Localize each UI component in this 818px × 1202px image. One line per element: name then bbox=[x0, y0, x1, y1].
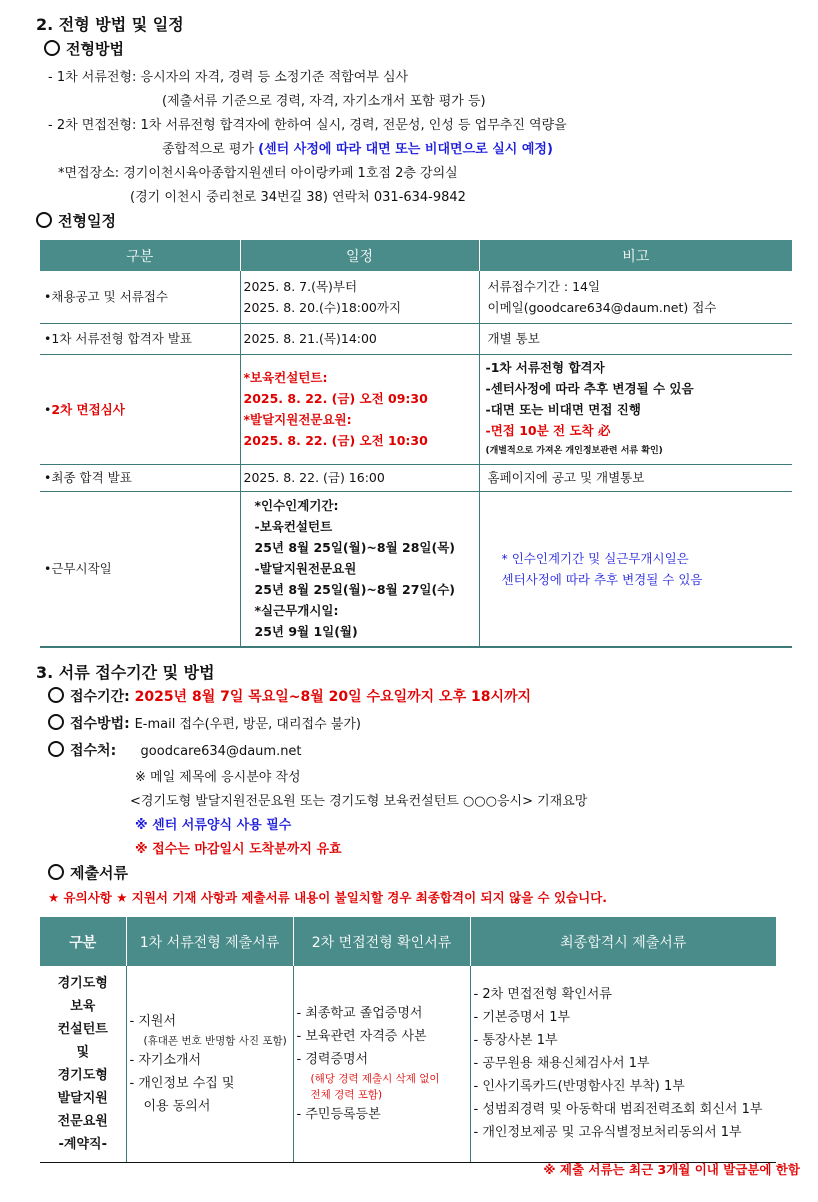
category-line: 경기도형 bbox=[57, 975, 108, 991]
row-category: •채용공고 및 서류접수 bbox=[40, 271, 240, 323]
position-category bbox=[40, 966, 126, 1162]
remark-text: * 인수인계기간 및 실근무개시일은 bbox=[501, 550, 689, 566]
method-label: 접수방법 bbox=[70, 716, 125, 732]
doc-note: (해당 경력 제출시 삭제 없이 bbox=[310, 1072, 440, 1085]
table-row bbox=[40, 354, 792, 464]
docs-heading-text: 제출서류 bbox=[70, 864, 128, 882]
remark-note: (개별적으로 가져온 개인정보관련 서류 확인) bbox=[485, 445, 663, 456]
doc-item: - 주민등록등본 bbox=[296, 1106, 381, 1122]
remark-text: -센터사정에 따라 추후 변경될 수 있음 bbox=[485, 380, 694, 396]
row-schedule: 2025. 8. 22. (금) 16:00 bbox=[240, 464, 479, 491]
remark-text: -1차 서류전형 합격자 bbox=[485, 359, 605, 375]
schedule-text: 2025. 8. 20.(수)18:00까지 bbox=[243, 299, 402, 315]
schedule-text: *발달지원전문요원: bbox=[243, 412, 352, 427]
mail-note-3: ※ 센터 서류양식 사용 필수 bbox=[135, 818, 292, 833]
address-label: 접수처 bbox=[70, 743, 111, 759]
schedule-text: *인수인계기간: bbox=[254, 498, 339, 514]
doc-item: - 개인정보제공 및 고유식별정보처리동의서 1부 bbox=[473, 1125, 742, 1141]
first-round-docs bbox=[126, 966, 293, 1162]
address-line: 접수처: goodcare634@daum.net bbox=[48, 740, 302, 760]
interview-address: (경기 이천시 중리천로 34번길 38) 연락처 031-634-9842 bbox=[130, 190, 466, 205]
row-category: •최종 합격 발표 bbox=[40, 464, 240, 491]
schedule-text: 2025. 8. 7.(목)부터 bbox=[243, 278, 358, 294]
row-remarks: 개별 통보 bbox=[479, 323, 792, 354]
schedule-header-row bbox=[40, 240, 792, 271]
method-heading-text: 전형방법 bbox=[66, 40, 124, 58]
table-row bbox=[40, 491, 792, 647]
schedule-text: 25년 8월 25일(월)~8월 27일(수) bbox=[254, 582, 455, 598]
remark-text: -면접 10분 전 도착 必 bbox=[485, 422, 611, 438]
row-category bbox=[40, 354, 240, 464]
doc-item: - 지원서 bbox=[129, 1013, 176, 1029]
method-value: E-mail 접수(우편, 방문, 대리접수 불가) bbox=[134, 717, 361, 732]
method-line-4 bbox=[162, 138, 553, 157]
doc-item: - 자기소개서 bbox=[129, 1052, 202, 1068]
row-remarks bbox=[479, 491, 792, 647]
doc-item: - 보육관련 자격증 사본 bbox=[296, 1028, 427, 1044]
method-line-1: - 1차 서류전형: 응시자의 자격, 경력 등 소정기준 적합여부 심사 bbox=[48, 70, 409, 85]
doc-item: - 성범죄경력 및 아동학대 범죄전력조회 회신서 1부 bbox=[473, 1102, 763, 1118]
doc-item: - 공무원용 채용신체검사서 1부 bbox=[473, 1056, 650, 1072]
method-line-4-text: 종합적으로 평가 bbox=[162, 142, 259, 157]
documents-header-row bbox=[40, 917, 776, 966]
table-row bbox=[40, 271, 792, 323]
schedule-heading-text: 전형일정 bbox=[58, 212, 116, 230]
doc-item: - 인사기록카드(반명함사진 부착) 1부 bbox=[473, 1079, 685, 1095]
header-first-round: 1차 서류전형 제출서류 bbox=[126, 917, 293, 966]
footnote: ※ 제출 서류는 최근 3개월 이내 발급분에 한함 bbox=[543, 1162, 800, 1177]
circle-bullet-icon bbox=[44, 40, 60, 56]
schedule-text: 25년 8월 25일(월)~8월 28일(목) bbox=[254, 540, 455, 556]
doc-item: - 기본증명서 1부 bbox=[473, 1010, 571, 1026]
second-round-docs bbox=[293, 966, 470, 1162]
remark-text: 이메일(goodcare634@daum.net) 접수 bbox=[487, 299, 717, 315]
remark-text: 서류접수기간 : 14일 bbox=[487, 278, 601, 294]
header-category: 구분 bbox=[40, 240, 240, 271]
schedule-text: *보육컨설턴트: bbox=[243, 370, 328, 385]
row-remarks: 홈페이지에 공고 및 개별통보 bbox=[479, 464, 792, 491]
circle-bullet-icon bbox=[48, 714, 64, 730]
interview-label: 2차 면접심사 bbox=[51, 401, 125, 417]
doc-item: 이용 동의서 bbox=[143, 1098, 211, 1114]
section-2-title: 2. 전형 방법 및 일정 bbox=[36, 15, 184, 34]
category-line: 발달지원 bbox=[57, 1090, 108, 1106]
category-line: 및 bbox=[76, 1044, 90, 1060]
final-docs bbox=[470, 966, 776, 1162]
remark-text: -대면 또는 비대면 면접 진행 bbox=[485, 401, 641, 417]
mail-note-2: <경기도형 발달지원전문요원 또는 경기도형 보육컨설턴트 ○○○응시> 기재요망 bbox=[130, 794, 588, 809]
doc-note: (휴대폰 번호 반명함 사진 포함) bbox=[143, 1034, 287, 1047]
schedule-table bbox=[40, 240, 792, 648]
warning-notice: ★ 유의사항 ★ 지원서 기재 사항과 제출서류 내용이 불일치할 경우 최종합격이 되지 않을 수 있습니다. bbox=[48, 890, 608, 905]
period-label: 접수기간 bbox=[70, 689, 125, 705]
period-value: 2025년 8월 7일 목요일~8월 20일 수요일까지 오후 18시까지 bbox=[134, 689, 532, 705]
doc-item: - 2차 면접전형 확인서류 bbox=[473, 987, 612, 1003]
circle-bullet-icon bbox=[48, 687, 64, 703]
category-line: 컨설턴트 bbox=[57, 1021, 108, 1037]
method-line: 접수방법: E-mail 접수(우편, 방문, 대리접수 불가) bbox=[48, 713, 361, 733]
section-3-title: 3. 서류 접수기간 및 방법 bbox=[36, 663, 215, 682]
doc-note: 전체 경력 포함) bbox=[310, 1088, 383, 1101]
circle-bullet-icon bbox=[36, 212, 52, 228]
doc-item: - 개인정보 수집 및 bbox=[129, 1075, 235, 1091]
mail-note-4: ※ 접수는 마감일시 도착분까지 유효 bbox=[135, 842, 342, 857]
header-remarks: 비고 bbox=[479, 240, 792, 271]
row-schedule bbox=[240, 491, 479, 647]
header-category: 구분 bbox=[40, 917, 126, 966]
table-row bbox=[40, 464, 792, 491]
schedule-text: *실근무개시일: bbox=[254, 603, 339, 619]
method-line-3: - 2차 면접전형: 1차 서류전형 합격자에 한하여 실시, 경력, 전문성, 인성 등 업무추진 역량을 bbox=[48, 118, 567, 133]
category-line: -계약직- bbox=[58, 1136, 107, 1152]
circle-bullet-icon bbox=[48, 864, 64, 880]
table-row bbox=[40, 323, 792, 354]
period-line: 접수기간: 2025년 8월 7일 목요일~8월 20일 수요일까지 오후 18시까지 bbox=[48, 686, 531, 706]
row-remarks bbox=[479, 354, 792, 464]
doc-item: - 통장사본 1부 bbox=[473, 1033, 558, 1049]
circle-bullet-icon bbox=[48, 741, 64, 757]
schedule-text: 25년 9월 1일(월) bbox=[254, 624, 358, 640]
category-line: 전문요원 bbox=[57, 1113, 108, 1129]
doc-item: - 경력증명서 bbox=[296, 1051, 369, 1067]
category-line: 보육 bbox=[70, 998, 96, 1014]
docs-heading bbox=[48, 862, 128, 883]
method-heading bbox=[44, 38, 124, 59]
table-row bbox=[40, 966, 776, 1162]
row-schedule bbox=[240, 271, 479, 323]
row-remarks bbox=[479, 271, 792, 323]
header-final: 최종합격시 제출서류 bbox=[470, 917, 776, 966]
category-line: 경기도형 bbox=[57, 1067, 108, 1083]
method-line-4-note: (센터 사정에 따라 대면 또는 비대면으로 실시 예정) bbox=[258, 142, 553, 157]
address-value: goodcare634@daum.net bbox=[140, 744, 302, 759]
schedule-text: -발달지원전문요원 bbox=[254, 561, 357, 577]
header-second-round: 2차 면접전형 확인서류 bbox=[293, 917, 470, 966]
schedule-text: 2025. 8. 22. (금) 오전 09:30 bbox=[243, 391, 428, 406]
row-category: •1차 서류전형 합격자 발표 bbox=[40, 323, 240, 354]
mail-note-1: ※ 메일 제목에 응시분야 작성 bbox=[135, 770, 301, 785]
header-schedule: 일정 bbox=[240, 240, 479, 271]
documents-table bbox=[40, 917, 776, 1163]
row-schedule bbox=[240, 354, 479, 464]
schedule-heading bbox=[36, 210, 116, 231]
schedule-text: 2025. 8. 22. (금) 오전 10:30 bbox=[243, 433, 428, 448]
method-line-2: (제출서류 기준으로 경력, 자격, 자기소개서 포함 평가 등) bbox=[162, 94, 486, 109]
remark-text: 센터사정에 따라 추후 변경될 수 있음 bbox=[501, 571, 703, 587]
interview-location: *면접장소: 경기이천시육아종합지원센터 아이랑카페 1호점 2층 강의실 bbox=[58, 166, 458, 181]
row-category: •근무시작일 bbox=[40, 491, 240, 647]
row-schedule: 2025. 8. 21.(목)14:00 bbox=[240, 323, 479, 354]
bullet: • bbox=[44, 401, 52, 417]
schedule-text: -보육컨설턴트 bbox=[254, 519, 333, 535]
doc-item: - 최종학교 졸업증명서 bbox=[296, 1005, 423, 1021]
